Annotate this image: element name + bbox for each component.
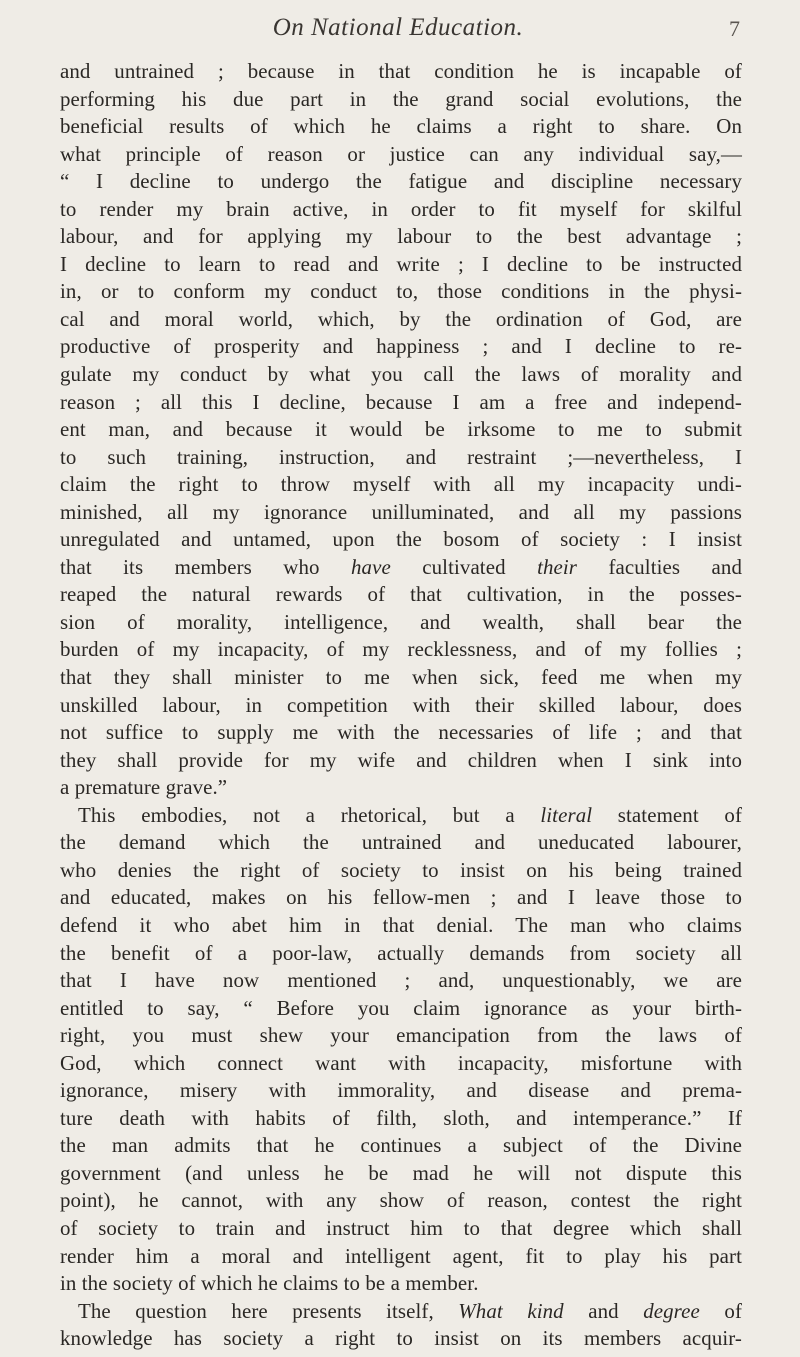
text-segment: they shall provide for my wife and children when I sink into	[60, 747, 742, 772]
text-line	[60, 995, 742, 1023]
text-line	[60, 1022, 742, 1050]
text-line	[60, 1132, 742, 1160]
text-segment: the benefit of a poor-law, actually demands from society all	[60, 940, 742, 965]
text-line	[60, 912, 742, 940]
text-line	[60, 1050, 742, 1078]
text-line	[60, 774, 742, 802]
text-line	[60, 940, 742, 968]
italic-emphasis: degree	[643, 1298, 700, 1323]
text-line	[60, 444, 742, 472]
italic-emphasis: their	[537, 554, 578, 579]
text-line	[60, 692, 742, 720]
text-segment: to such training, instruction, and restraint ;—nevertheless, I	[60, 444, 742, 469]
body-text	[60, 58, 742, 1353]
text-segment: point), he cannot, with any show of reason, contest the right	[60, 1188, 742, 1213]
text-line	[60, 251, 742, 279]
text-line	[60, 1187, 742, 1215]
text-line	[60, 58, 742, 86]
text-segment: a premature grave.”	[60, 775, 228, 800]
text-segment: what principle of reason or justice can any individual say,—	[60, 141, 742, 166]
text-segment: ture death with habits of filth, sloth, and intemperance.” If	[60, 1105, 742, 1130]
text-line	[60, 664, 742, 692]
text-segment: that its members who	[60, 554, 351, 579]
text-line	[60, 884, 742, 912]
text-segment: reaped the natural rewards of that cultivation, in the posses-	[60, 582, 742, 607]
text-segment: in, or to conform my conduct to, those conditions in the physi-	[60, 279, 742, 304]
text-segment: not suffice to supply me with the necessaries of life ; and that	[60, 720, 742, 745]
text-line	[60, 1105, 742, 1133]
text-segment: cal and moral world, which, by the ordination of God, are	[60, 306, 742, 331]
text-segment: performing his due part in the grand social evolutions, the	[60, 86, 742, 111]
text-line	[60, 967, 742, 995]
text-line	[60, 86, 742, 114]
text-segment: and	[563, 1298, 644, 1323]
text-segment: right, you must shew your emancipation from the laws of	[60, 1023, 742, 1048]
text-line	[60, 306, 742, 334]
text-line	[60, 609, 742, 637]
text-segment: gulate my conduct by what you call the laws of morality and	[60, 362, 742, 387]
text-line	[60, 141, 742, 169]
text-line	[60, 829, 742, 857]
text-line	[60, 747, 742, 775]
text-line	[60, 168, 742, 196]
text-segment: in the society of which he claims to be a member.	[60, 1271, 479, 1296]
running-head	[56, 14, 740, 54]
text-segment: of	[699, 1298, 743, 1323]
text-line	[60, 1215, 742, 1243]
text-line	[60, 554, 742, 582]
text-segment: labour, and for applying my labour to the best advantage ;	[60, 224, 742, 249]
text-segment: government (and unless he be mad he will not dispute this	[60, 1160, 742, 1185]
italic-emphasis: What kind	[458, 1298, 564, 1323]
text-line	[60, 471, 742, 499]
text-segment: unregulated and untamed, upon the bosom of society : I insist	[60, 527, 742, 552]
text-line	[60, 526, 742, 554]
text-segment: who denies the right of society to insist on his being trained	[60, 857, 742, 882]
text-segment: to render my brain active, in order to fit myself for skilful	[60, 196, 742, 221]
text-segment: and untrained ; because in that condition he is incapable of	[60, 59, 742, 83]
text-line	[60, 196, 742, 224]
text-segment: faculties and	[577, 554, 742, 579]
text-segment: the man admits that he continues a subject of the Divine	[60, 1133, 742, 1158]
text-segment: claim the right to throw myself with all my incapacity undi-	[60, 472, 742, 497]
text-segment: The question here presents itself,	[78, 1298, 459, 1323]
page-number: 7	[729, 16, 740, 41]
text-line	[60, 389, 742, 417]
text-line	[60, 719, 742, 747]
running-title: On National Education.	[272, 14, 524, 41]
text-line	[60, 802, 742, 830]
text-segment: cultivated	[390, 554, 538, 579]
text-segment: I decline to learn to read and write ; I decline to be instructed	[60, 251, 742, 276]
text-line	[60, 1160, 742, 1188]
text-segment: burden of my incapacity, of my recklessness, and of my follies ;	[60, 637, 742, 662]
text-line	[60, 581, 742, 609]
text-line	[60, 278, 742, 306]
text-segment: beneficial results of which he claims a right to share. On	[60, 114, 742, 139]
text-line	[60, 361, 742, 389]
text-segment: of society to train and instruct him to that degree which shall	[60, 1215, 742, 1240]
text-segment: minished, all my ignorance unilluminated, and all my passions	[60, 499, 742, 524]
text-segment: ent man, and because it would be irksome to me to submit	[60, 417, 742, 442]
text-line	[60, 1243, 742, 1271]
text-segment: God, which connect want with incapacity, misfortune with	[60, 1050, 742, 1075]
text-line	[60, 636, 742, 664]
text-segment: statement of	[592, 802, 742, 827]
text-line	[60, 113, 742, 141]
text-line	[60, 1325, 742, 1353]
text-segment: “ I decline to undergo the fatigue and discipline necessary	[60, 169, 742, 194]
text-line	[60, 1077, 742, 1105]
text-line	[60, 1270, 742, 1298]
text-segment: knowledge has society a right to insist on its members acquir-	[60, 1326, 742, 1351]
text-segment: productive of prosperity and happiness ; and I decline to re-	[60, 334, 742, 359]
text-segment: and educated, makes on his fellow-men ; and I leave those to	[60, 885, 742, 910]
text-segment: defend it who abet him in that denial. The man who claims	[60, 912, 742, 937]
text-line	[60, 333, 742, 361]
text-segment: unskilled labour, in competition with their skilled labour, does	[60, 692, 742, 717]
text-segment: sion of morality, intelligence, and wealth, shall bear the	[60, 609, 742, 634]
text-line	[60, 223, 742, 251]
text-line	[60, 416, 742, 444]
italic-emphasis: have	[351, 554, 391, 579]
text-segment: the demand which the untrained and uneducated labourer,	[60, 830, 742, 855]
text-line	[60, 499, 742, 527]
text-line	[60, 1298, 742, 1326]
text-segment: reason ; all this I decline, because I am a free and independ-	[60, 389, 742, 414]
text-segment: render him a moral and intelligent agent, fit to play his part	[60, 1243, 742, 1268]
text-segment: ignorance, misery with immorality, and disease and prema-	[60, 1078, 742, 1103]
text-segment: that I have now mentioned ; and, unquestionably, we are	[60, 968, 742, 993]
text-segment: that they shall minister to me when sick, feed me when my	[60, 665, 742, 690]
text-segment: entitled to say, “ Before you claim ignorance as your birth-	[60, 995, 742, 1020]
text-segment: This embodies, not a rhetorical, but a	[78, 802, 541, 827]
text-line	[60, 857, 742, 885]
italic-emphasis: literal	[540, 802, 593, 827]
